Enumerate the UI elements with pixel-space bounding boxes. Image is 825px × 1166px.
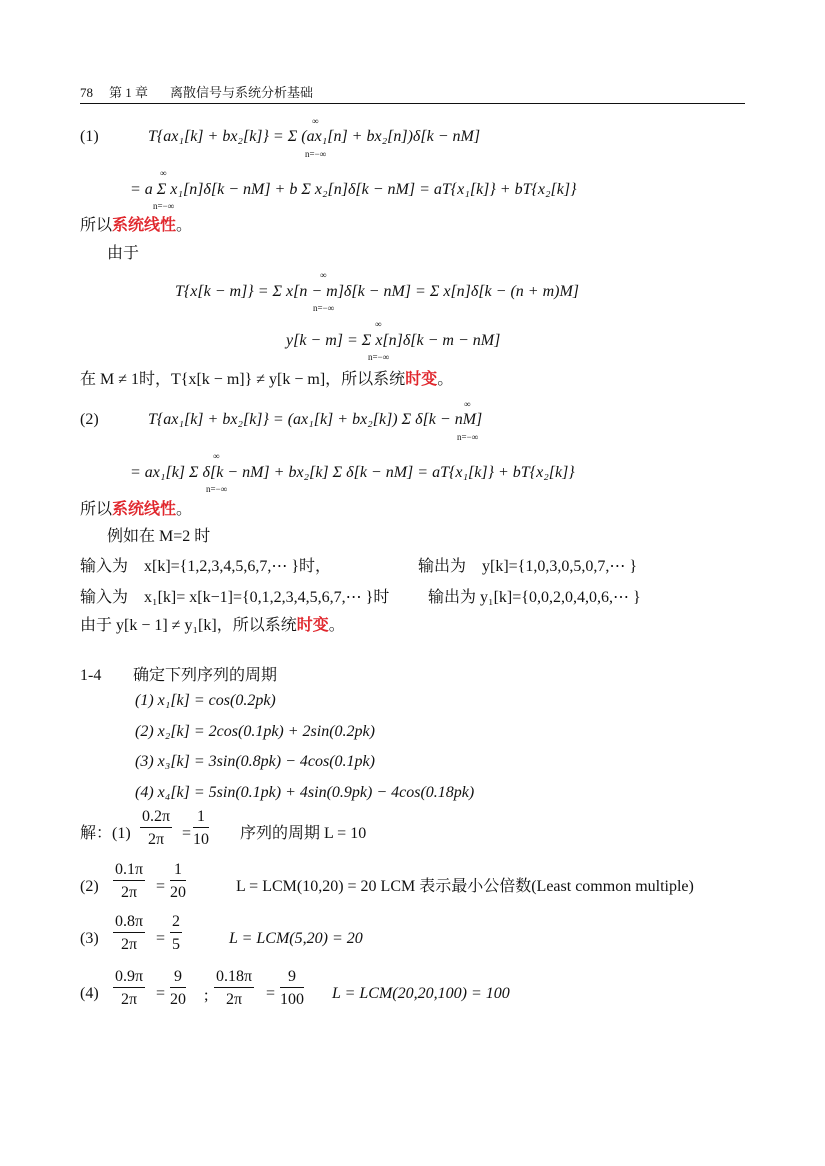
solution-label: (4) [80,985,99,1002]
conclusion-line [80,216,192,236]
solution-text: 序列的周期 L = 10 [240,825,367,842]
problem-item: (4) x₄[k] = 5sin(0.1pk) + 4sin(0.9pk) − 4cos(0.18pk) [135,784,475,801]
denominator: 20 [170,884,186,901]
solution-label: (2) [80,878,99,895]
denominator: 20 [170,991,186,1008]
fraction [113,861,145,902]
denominator: 2π [226,991,243,1008]
numerator: 1 [170,861,186,881]
text-line: 例如在 M=2 时 [107,528,211,545]
eq-label: (2) [80,411,99,428]
numerator: 9 [170,968,186,988]
fraction [170,968,186,1009]
sum-lower-limit: n=−∞ [313,303,335,313]
io-output: 输出为 y₁[k]={0,0,2,0,4,0,6,⋯ } [428,589,641,606]
sum-lower-limit: n=−∞ [368,352,390,362]
numerator: 1 [193,808,209,828]
sum-lower-limit: n=−∞ [206,484,228,494]
separator: ; [204,987,209,1004]
sum-upper-limit: ∞ [160,168,167,178]
fraction [113,968,145,1009]
denominator: 2π [121,991,138,1008]
denominator: 2π [148,831,165,848]
solution-label: (3) [80,930,99,947]
highlight-text: 时变 [405,371,438,388]
problem-item: (1) x₁[k] = cos(0.2pk) [135,692,276,709]
problem-item: (2) x₂[k] = 2cos(0.1pk) + 2sin(0.2pk) [135,723,375,740]
sum-upper-limit: ∞ [375,319,382,329]
sum-upper-limit: ∞ [312,116,319,126]
fraction [170,913,182,954]
fraction [140,808,172,849]
text: 。 [328,617,345,634]
io-output: 输出为 y[k]={1,0,3,0,5,0,7,⋯ } [418,558,638,575]
sum-upper-limit: ∞ [213,451,220,461]
numerator: 0.2π [140,808,172,828]
text: 所以 [80,501,113,518]
sum-lower-limit: n=−∞ [457,432,479,442]
highlight-text: 系统线性 [112,217,177,234]
text: 。 [437,371,454,388]
sum-lower-limit: n=−∞ [153,201,175,211]
text: 。 [176,501,193,518]
io-input: 输入为 x₁[k]= x[k−1]={0,1,2,3,4,5,6,7,⋯ }时 [80,589,390,606]
conclusion-line [80,370,453,390]
solution-text: L = LCM(10,20) = 20 LCM 表示最小公倍数(Least common multiple) [236,878,694,895]
equals: = [156,878,166,895]
numerator: 0.1π [113,861,145,881]
highlight-text: 时变 [296,617,329,634]
text: 在 M ≠ 1时，T{x[k − m]} ≠ y[k − m]，所以系统 [80,371,406,388]
equation: y[k − m] = Σ x[n]δ[k − m − nM] [286,332,501,349]
chapter-label: 第 1 章 [109,85,149,100]
sum-lower-limit: n=−∞ [305,149,327,159]
numerator: 0.8π [113,913,145,933]
page-number: 78 [80,85,93,100]
eq-label: (1) [80,128,99,145]
fraction [280,968,304,1009]
text: 由于 y[k − 1] ≠ y₁[k]，所以系统 [80,617,297,634]
numerator: 0.9π [113,968,145,988]
equation: = ax₁[k] Σ δ[k − nM] + bx₂[k] Σ δ[k − nM] = aT{x₁[k]} + bT{x₂[k]} [130,464,575,481]
solution-label: 解：(1) [80,825,131,842]
denominator: 2π [121,884,138,901]
equation: T{ax₁[k] + bx₂[k]} = (ax₁[k] + bx₂[k]) Σ δ[k − nM] [148,411,483,428]
numerator: 2 [170,913,182,933]
fraction [170,861,186,902]
denominator: 100 [280,991,304,1008]
io-input: 输入为 x[k]={1,2,3,4,5,6,7,⋯ }时， [80,558,332,575]
equals: = [156,930,166,947]
solution-text: L = LCM(20,20,100) = 100 [332,985,510,1002]
text: 所以 [80,217,113,234]
problem-item: (3) x₃[k] = 3sin(0.8pk) − 4cos(0.1pk) [135,753,375,770]
chapter-title: 离散信号与系统分析基础 [170,85,314,100]
header-rule [80,103,745,104]
numerator: 0.18π [214,968,254,988]
equals: = [156,985,166,1002]
denominator: 10 [193,831,209,848]
numerator: 9 [280,968,304,988]
sum-upper-limit: ∞ [464,399,471,409]
sum-upper-limit: ∞ [320,270,327,280]
fraction [113,913,145,954]
denominator: 5 [172,936,180,953]
equals: = [266,985,276,1002]
conclusion-line [80,500,192,520]
problem-number: 1-4 [80,667,102,684]
text-line: 由于 [107,245,140,262]
problem-title: 确定下列序列的周期 [133,667,278,684]
equals: = [182,825,192,842]
equation: = a Σ x₁[n]δ[k − nM] + b Σ x₂[n]δ[k − nM] = aT{x₁[k]} + bT{x₂[k]} [130,181,577,198]
highlight-text: 系统线性 [112,501,177,518]
fraction [193,808,209,849]
conclusion-line [80,616,345,636]
text: 。 [176,217,193,234]
equation: T{x[k − m]} = Σ x[n − m]δ[k − nM] = Σ x[n]δ[k − (n + m)M] [175,283,580,300]
denominator: 2π [121,936,138,953]
solution-text: L = LCM(5,20) = 20 [229,930,363,947]
fraction [214,968,254,1009]
equation: T{ax₁[k] + bx₂[k]} = Σ (ax₁[n] + bx₂[n])δ[k − nM] [148,128,481,145]
